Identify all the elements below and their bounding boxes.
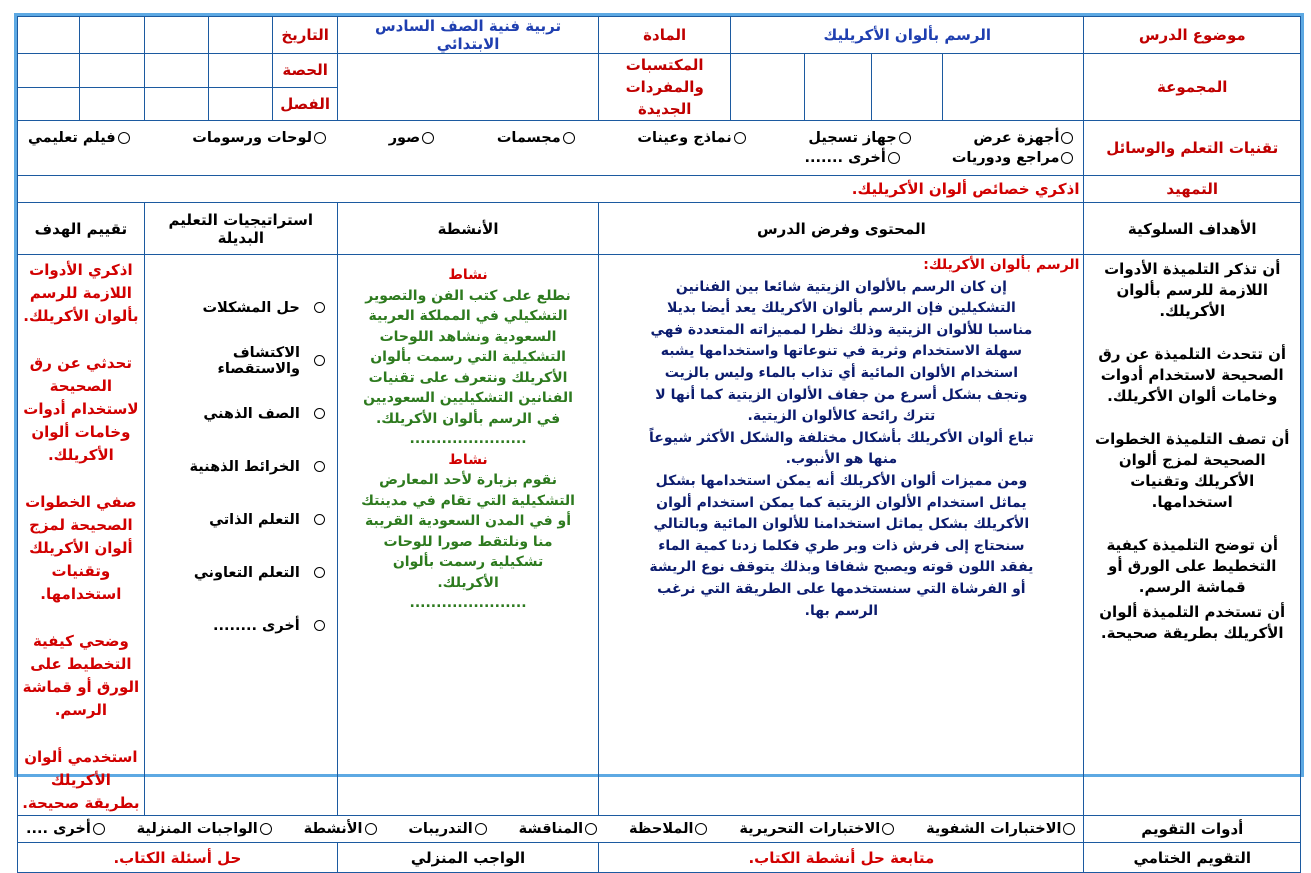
goal-item: أن تستخدم التلميذة ألوان الأكريلك بطريقة صحيحة.: [1099, 603, 1286, 642]
tool-option[interactable]: مراجع ودوريات: [952, 150, 1074, 166]
activity-dots: ......................: [409, 431, 527, 447]
activity-line: الأكريلك ونتعرف على تقنيات: [368, 369, 568, 386]
radio-circle-icon: [314, 132, 326, 144]
evaluation-item: صفي الخطوات الصحيحة لمزج ألوان الأكريلك وتقنيات استخدامها.: [25, 493, 137, 603]
final-label: التقويم الختامي: [1084, 843, 1301, 873]
content-line: أو الفرشاة التي سنستخدمها على الطريقة التي نرغب: [657, 580, 1026, 597]
content-line: إن كان الرسم بالألوان الزيتية شائعا بين الفنانين: [675, 278, 1007, 295]
strategy-item[interactable]: أخرى ........: [149, 599, 333, 652]
vocab-cell: [337, 54, 599, 121]
goal-item: أن تتحدث التلميذة عن رق الصحيحة لاستخدام أدوات وخامات ألوان الأكريلك.: [1098, 345, 1287, 405]
homework-value: حل أسئلة الكتاب.: [18, 843, 338, 873]
period-cell: [18, 54, 80, 88]
date-cell: [209, 17, 273, 54]
content-line: الأكريلك بشكل يماثل استخدامنا للألوان المائية وبالتالي: [653, 516, 1030, 533]
radio-circle-icon: [93, 823, 105, 835]
activity-line: الأكريلك.: [437, 574, 499, 591]
tool-option[interactable]: أجهزة عرض: [973, 130, 1073, 146]
group-cell: [804, 54, 871, 121]
tool-option[interactable]: فيلم تعليمي: [28, 130, 130, 146]
tool-option[interactable]: جهاز تسجيل: [808, 130, 910, 146]
subject-label: المادة: [599, 17, 731, 54]
content-line: سهلة الاستخدام وثرية في تنوعاتها واستخدامها يشبه: [660, 343, 1023, 360]
radio-circle-icon: [882, 823, 894, 835]
class-label: الفصل: [273, 87, 337, 121]
period-cell: [80, 54, 144, 88]
group-cell: [872, 54, 942, 121]
activity-line: منا ونلتقط صورا للوحات: [383, 533, 553, 550]
tool-option[interactable]: نماذج وعينات: [637, 130, 745, 146]
radio-circle-icon: [899, 132, 911, 144]
assessment-option[interactable]: الاختبارات التحريرية: [739, 821, 894, 837]
radio-circle-icon: [422, 132, 434, 144]
evaluation-item: تحدثي عن رق الصحيحة لاستخدام أدوات وخامات ألوان الأكريلك.: [23, 354, 139, 464]
final-value: متابعة حل أنشطة الكتاب.: [599, 843, 1084, 873]
content-line: مناسبا للألوان الزيتية وذلك نظرا لمميزاته المتعددة فهي: [650, 321, 1033, 338]
assessment-option[interactable]: الاختبارات الشفوية: [926, 821, 1075, 837]
vocab-label: المكتسبات والمفردات الجديدة: [599, 54, 731, 121]
activity-line: نطلع على كتب الفن والتصوير: [365, 287, 571, 304]
activity-dots: ......................: [409, 595, 527, 611]
intro-label: التمهيد: [1084, 176, 1301, 203]
tools-row-2: [22, 148, 1079, 168]
evaluation-item: استخدمي ألوان الأكريلك بطريقة صحيحة.: [22, 748, 140, 812]
subject-value: تربية فنية الصف السادس الابتدائي: [337, 17, 599, 54]
content-cell: [599, 255, 1084, 816]
strategy-item[interactable]: التعلم التعاوني: [149, 546, 333, 599]
lesson-plan-table: [17, 16, 1301, 873]
date-cell: [18, 17, 80, 54]
radio-circle-icon: [314, 514, 325, 525]
strategy-item[interactable]: التعلم الذاتي: [149, 493, 333, 546]
radio-circle-icon: [260, 823, 272, 835]
content-line: استخدام الألوان المائية أي تذاب بالماء وليس بالزيت: [664, 364, 1018, 381]
evaluation-item: اذكري الأدوات اللازمة للرسم بألوان الأكريلك.: [23, 261, 139, 325]
content-header: المحتوى وفرض الدرس: [599, 203, 1084, 255]
topic-value: الرسم بألوان الأكريليك: [731, 17, 1084, 54]
content-line: يماثل استخدام الألوان الزيتية كما يمكن استخدام ألوان: [656, 494, 1027, 511]
radio-circle-icon: [585, 823, 597, 835]
strategy-item[interactable]: الاكتشاف والاستقصاء: [149, 334, 333, 387]
strategies-header: استراتيجيات التعليم البديلة: [144, 203, 337, 255]
radio-circle-icon: [695, 823, 707, 835]
content-line: سنحتاج إلى فرش ذات وبر طري فكلما زدنا كمية الماء: [658, 537, 1025, 554]
class-cell: [144, 87, 208, 121]
goal-item: أن تصف التلميذة الخطوات الصحيحة لمزج ألوان الأكريلك وتقنيات استخدامها.: [1095, 430, 1290, 511]
period-label: الحصة: [273, 54, 337, 88]
assessment-label: أدوات التقويم: [1084, 816, 1301, 843]
radio-circle-icon: [888, 152, 900, 164]
goal-item: أن توضح التلميذة كيفية التخطيط على الورق أو قماشة الرسم.: [1106, 536, 1278, 596]
period-cell: [144, 54, 208, 88]
group-label: المجموعة: [1084, 54, 1301, 121]
assessment-option[interactable]: الواجبات المنزلية: [137, 821, 272, 837]
radio-circle-icon: [314, 302, 325, 313]
date-cell: [144, 17, 208, 54]
content-line: ومن مميزات ألوان الأكريلك أنه يمكن استخدامها بشكل: [655, 472, 1028, 489]
evaluation-cell: [18, 255, 145, 816]
activity-line: أو في المدن السعودية القريبة: [365, 513, 572, 529]
content-line: الرسم بها.: [804, 602, 879, 619]
tool-option[interactable]: مجسمات: [497, 130, 575, 146]
radio-circle-icon: [314, 620, 325, 631]
content-line: تباع ألوان الأكريلك بأشكال مختلفة والشكل الأكثر شيوعاً: [649, 429, 1034, 446]
evaluation-item: وضحي كيفية التخطيط على الورق أو قماشة الرسم.: [22, 632, 140, 719]
strategy-item[interactable]: الصف الذهني: [149, 387, 333, 440]
radio-circle-icon: [563, 132, 575, 144]
assessment-option[interactable]: الأنشطة: [304, 821, 377, 837]
content-title: الرسم بألوان الأكريلك:: [923, 257, 1080, 273]
radio-circle-icon: [365, 823, 377, 835]
radio-circle-icon: [314, 567, 325, 578]
date-label: التاريخ: [273, 17, 337, 54]
radio-circle-icon: [1061, 152, 1073, 164]
tool-option[interactable]: لوحات ورسومات: [192, 130, 326, 146]
strategy-item[interactable]: الخرائط الذهنية: [149, 440, 333, 493]
activities-cell: [337, 255, 599, 816]
radio-circle-icon: [734, 132, 746, 144]
goals-cell: [1084, 255, 1301, 816]
content-line: يفقد اللون قوته ويصبح شفافا وبذلك يتوقف نوع الريشة: [649, 559, 1034, 576]
strategy-item[interactable]: حل المشكلات: [149, 281, 333, 334]
class-cell: [80, 87, 144, 121]
tools-row-1: [22, 128, 1079, 148]
content-line: منها هو الأنبوب.: [785, 451, 898, 468]
homework-label: الواجب المنزلي: [337, 843, 599, 873]
assessment-option[interactable]: الملاحظة: [629, 821, 708, 837]
goals-header: الأهداف السلوكية: [1084, 203, 1301, 255]
radio-circle-icon: [475, 823, 487, 835]
assessment-option[interactable]: أخرى ....: [26, 821, 105, 837]
activity-line: في الرسم بألوان الأكريلك.: [375, 410, 561, 427]
activity-heading: نشاط: [448, 451, 488, 468]
class-cell: [18, 87, 80, 121]
radio-circle-icon: [1061, 132, 1073, 144]
activity-line: التشكيلية التي رسمت بألوان: [370, 349, 566, 365]
activities-header: الأنشطة: [337, 203, 599, 255]
radio-circle-icon: [314, 355, 325, 366]
activity-line: السعودية ونشاهد اللوحات: [379, 328, 557, 345]
period-cell: [209, 54, 273, 88]
group-cell: [942, 54, 1084, 121]
activity-line: التشكيلية التي تقام في مدينتك: [361, 492, 575, 509]
strategies-cell: [144, 255, 337, 816]
tools-options: [18, 121, 1084, 176]
radio-circle-icon: [118, 132, 130, 144]
content-line: وتجف بشكل أسرع من جفاف الألوان الزيتية كما أنها لا: [655, 386, 1028, 403]
group-cell: [731, 54, 805, 121]
date-cell: [80, 17, 144, 54]
radio-circle-icon: [314, 408, 325, 419]
activity-line: التشكيلي في المملكة العربية: [368, 308, 568, 324]
activity-line: نقوم بزيارة لأحد المعارض: [379, 472, 557, 488]
assessment-row: [22, 821, 1079, 837]
activity-line: الفنانين التشكيليين السعوديين: [363, 390, 573, 406]
tool-option[interactable]: صور: [389, 130, 434, 146]
class-cell: [209, 87, 273, 121]
topic-label: موضوع الدرس: [1084, 17, 1301, 54]
content-line: تترك رائحة كالألوان الزيتية.: [747, 408, 936, 425]
assessment-option[interactable]: المناقشة: [519, 821, 598, 837]
tool-option[interactable]: أخرى .......: [804, 150, 899, 166]
activity-heading: نشاط: [448, 267, 488, 283]
activity-line: تشكيلية رسمت بألوان: [392, 554, 544, 570]
assessment-option[interactable]: التدريبات: [408, 821, 486, 837]
content-line: التشكيلين فإن الرسم بألوان الأكريلك يعد أيضا بديلا: [666, 300, 1016, 317]
intro-value: اذكري خصائص ألوان الأكريليك.: [18, 176, 1084, 203]
goal-item: أن تذكر التلميذة الأدوات اللازمة للرسم بألوان الأكريلك.: [1104, 260, 1281, 320]
tools-label: تقنيات التعلم والوسائل: [1084, 121, 1301, 176]
radio-circle-icon: [314, 461, 325, 472]
evaluation-header: تقييم الهدف: [18, 203, 145, 255]
assessment-options: [18, 816, 1084, 843]
radio-circle-icon: [1063, 823, 1075, 835]
